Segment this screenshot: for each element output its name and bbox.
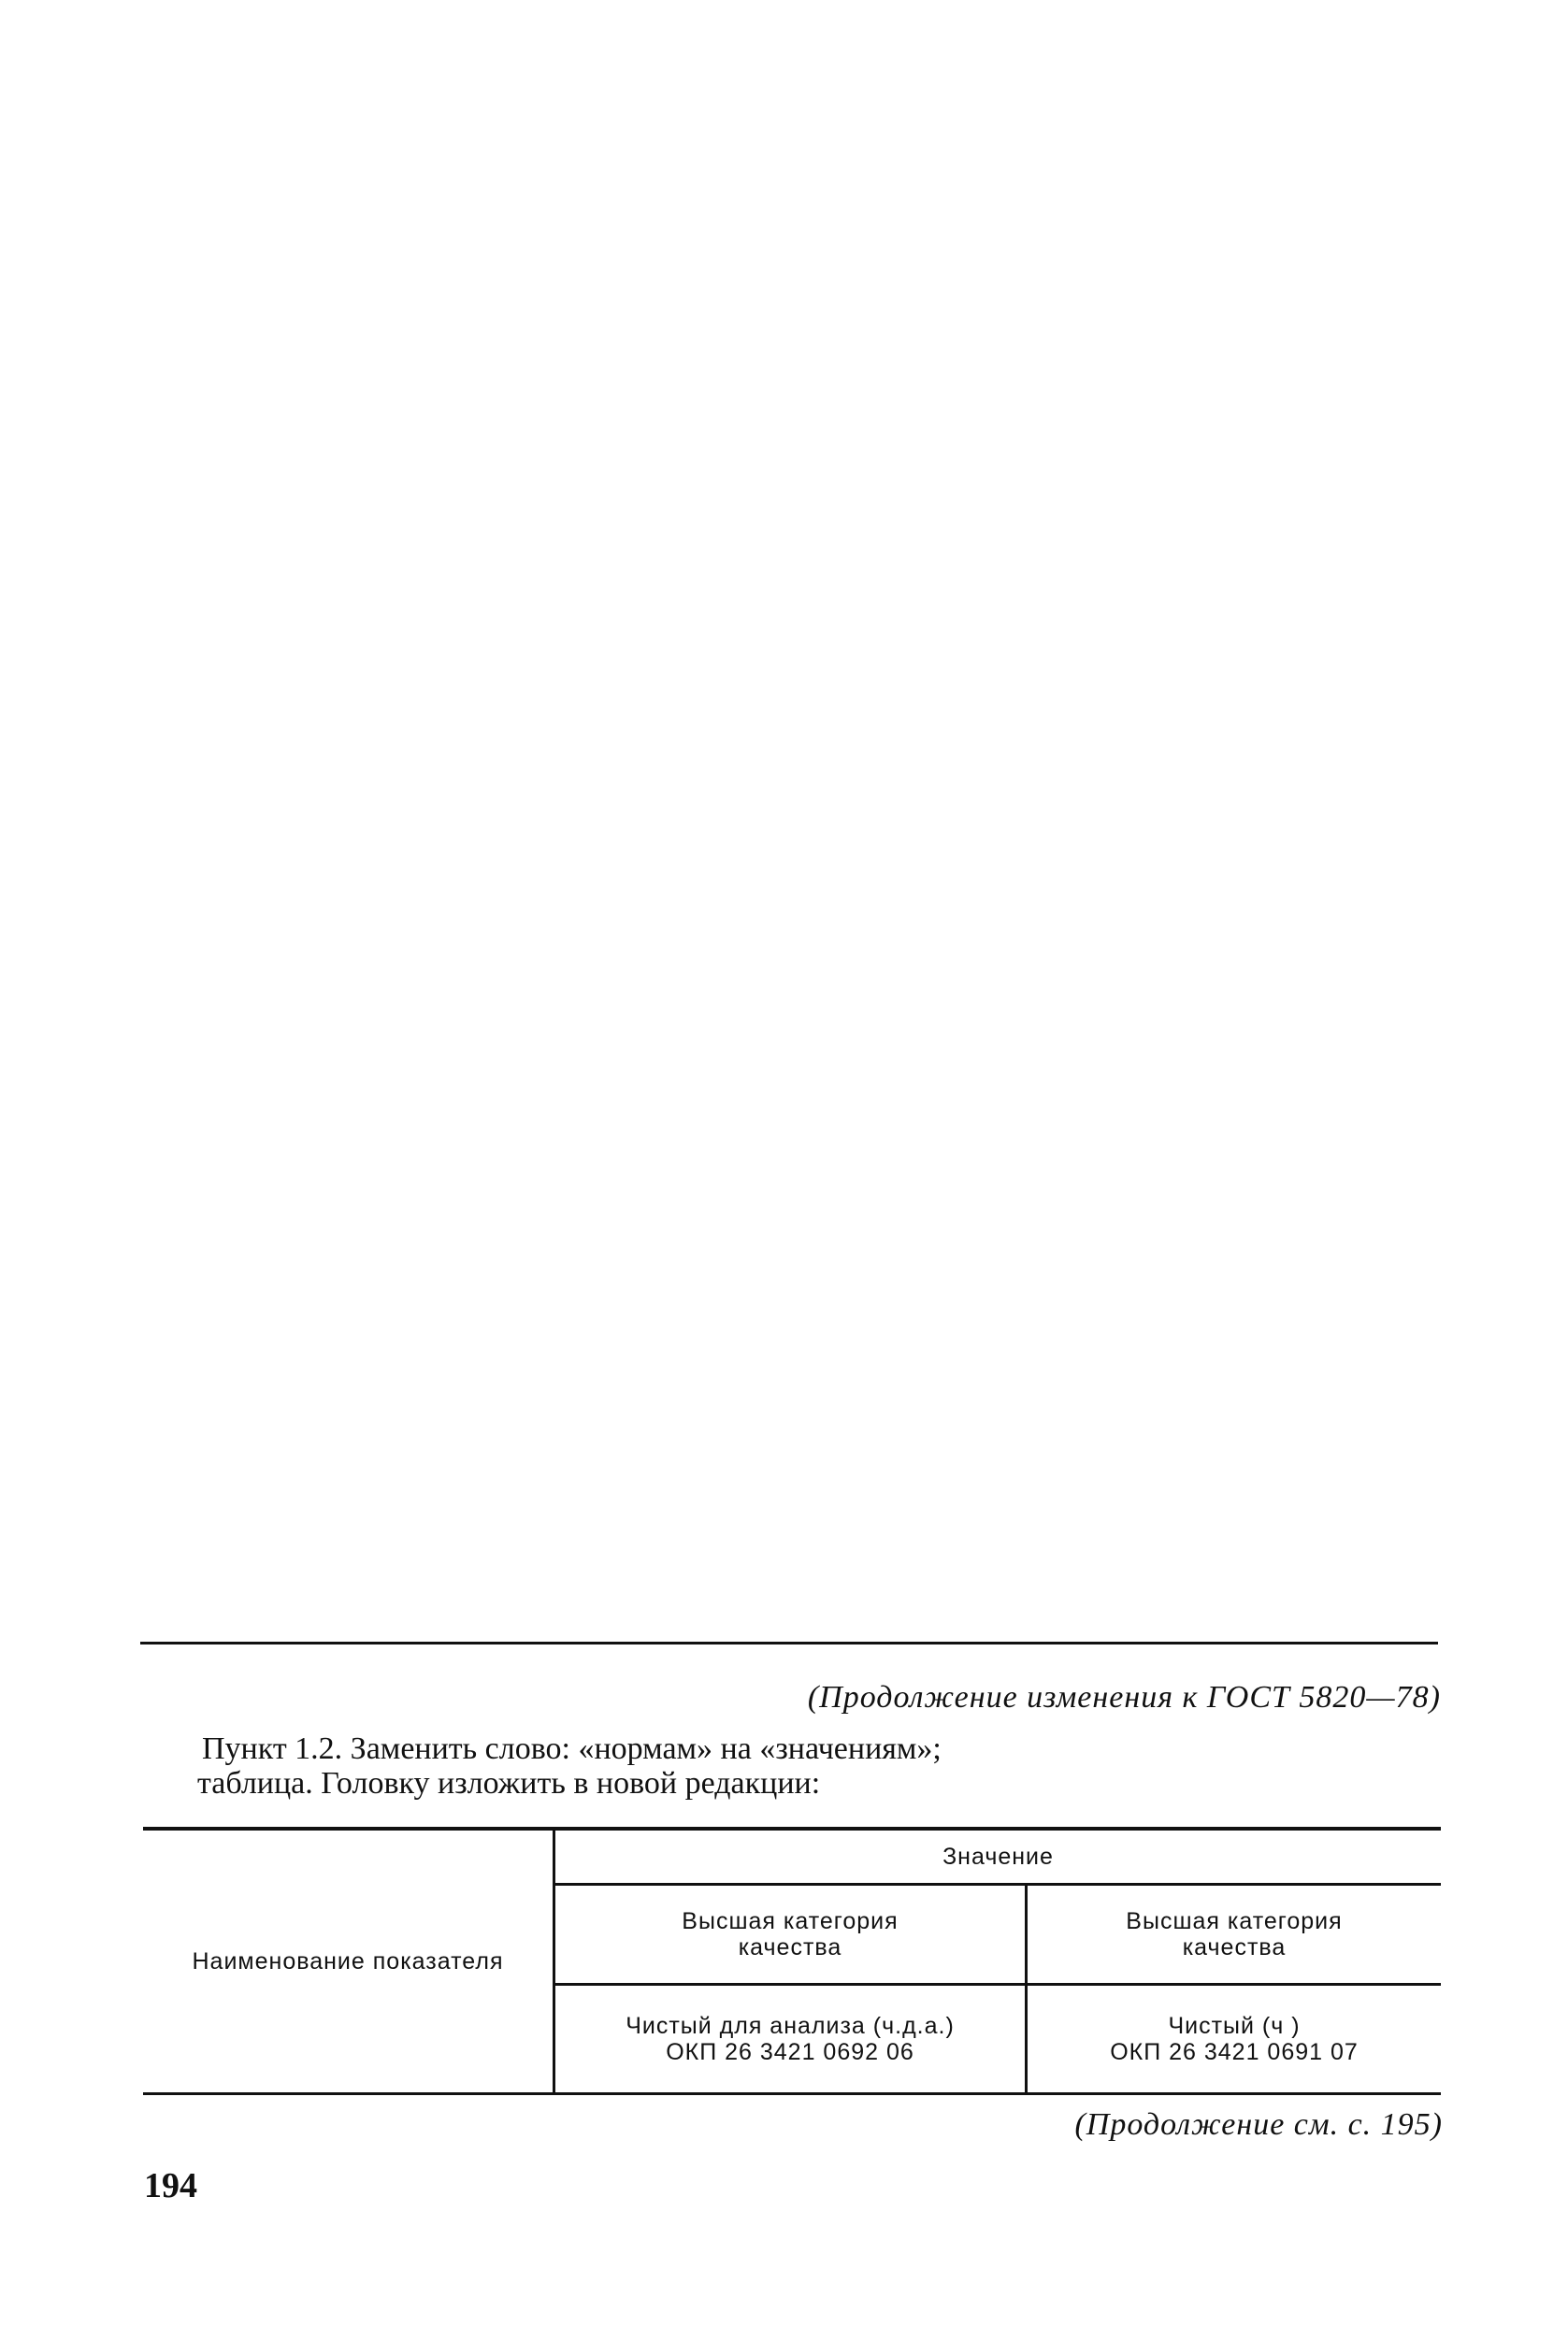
grade-2-line-2: ОКП 26 3421 0691 07 xyxy=(1110,2039,1359,2065)
table-row xyxy=(143,1829,1441,1885)
value-header xyxy=(554,1829,1442,1885)
category-cell-1 xyxy=(554,1885,1027,1985)
grade-cell-2 xyxy=(1027,1985,1442,2094)
grade-1-line-2: ОКП 26 3421 0692 06 xyxy=(666,2039,914,2065)
category-cell-2 xyxy=(1027,1885,1442,1985)
category-2-line-1: Высшая категория xyxy=(1126,1908,1343,1934)
value-label: Значение xyxy=(942,1844,1054,1870)
spec-table xyxy=(143,1827,1441,2095)
grade-1-line-1: Чистый для анализа (ч.д.а.) xyxy=(626,2013,955,2039)
paragraph-line-1: Пункт 1.2. Заменить слово: «нормам» на «значениям»; xyxy=(202,1731,942,1766)
continuation-header: (Продолжение изменения к ГОСТ 5820—78) xyxy=(807,1680,1441,1715)
indicator-name-label: Наименование показателя xyxy=(192,1948,504,1975)
page-number: 194 xyxy=(144,2166,197,2205)
category-2-line-2: качества xyxy=(1182,1934,1287,1960)
top-rule xyxy=(140,1642,1438,1644)
category-1-line-1: Высшая категория xyxy=(682,1908,899,1934)
grade-cell-1 xyxy=(554,1985,1027,2094)
table-header-block xyxy=(143,1827,1441,2095)
amendment-paragraph xyxy=(197,1731,1399,1801)
category-1-line-2: качества xyxy=(738,1934,842,1960)
grade-2-line-1: Чистый (ч ) xyxy=(1168,2013,1301,2039)
continuation-footer: (Продолжение см. с. 195) xyxy=(1074,2107,1443,2142)
indicator-name-header xyxy=(143,1829,554,2094)
paragraph-line-2: таблица. Головку изложить в новой редакции: xyxy=(197,1766,821,1801)
